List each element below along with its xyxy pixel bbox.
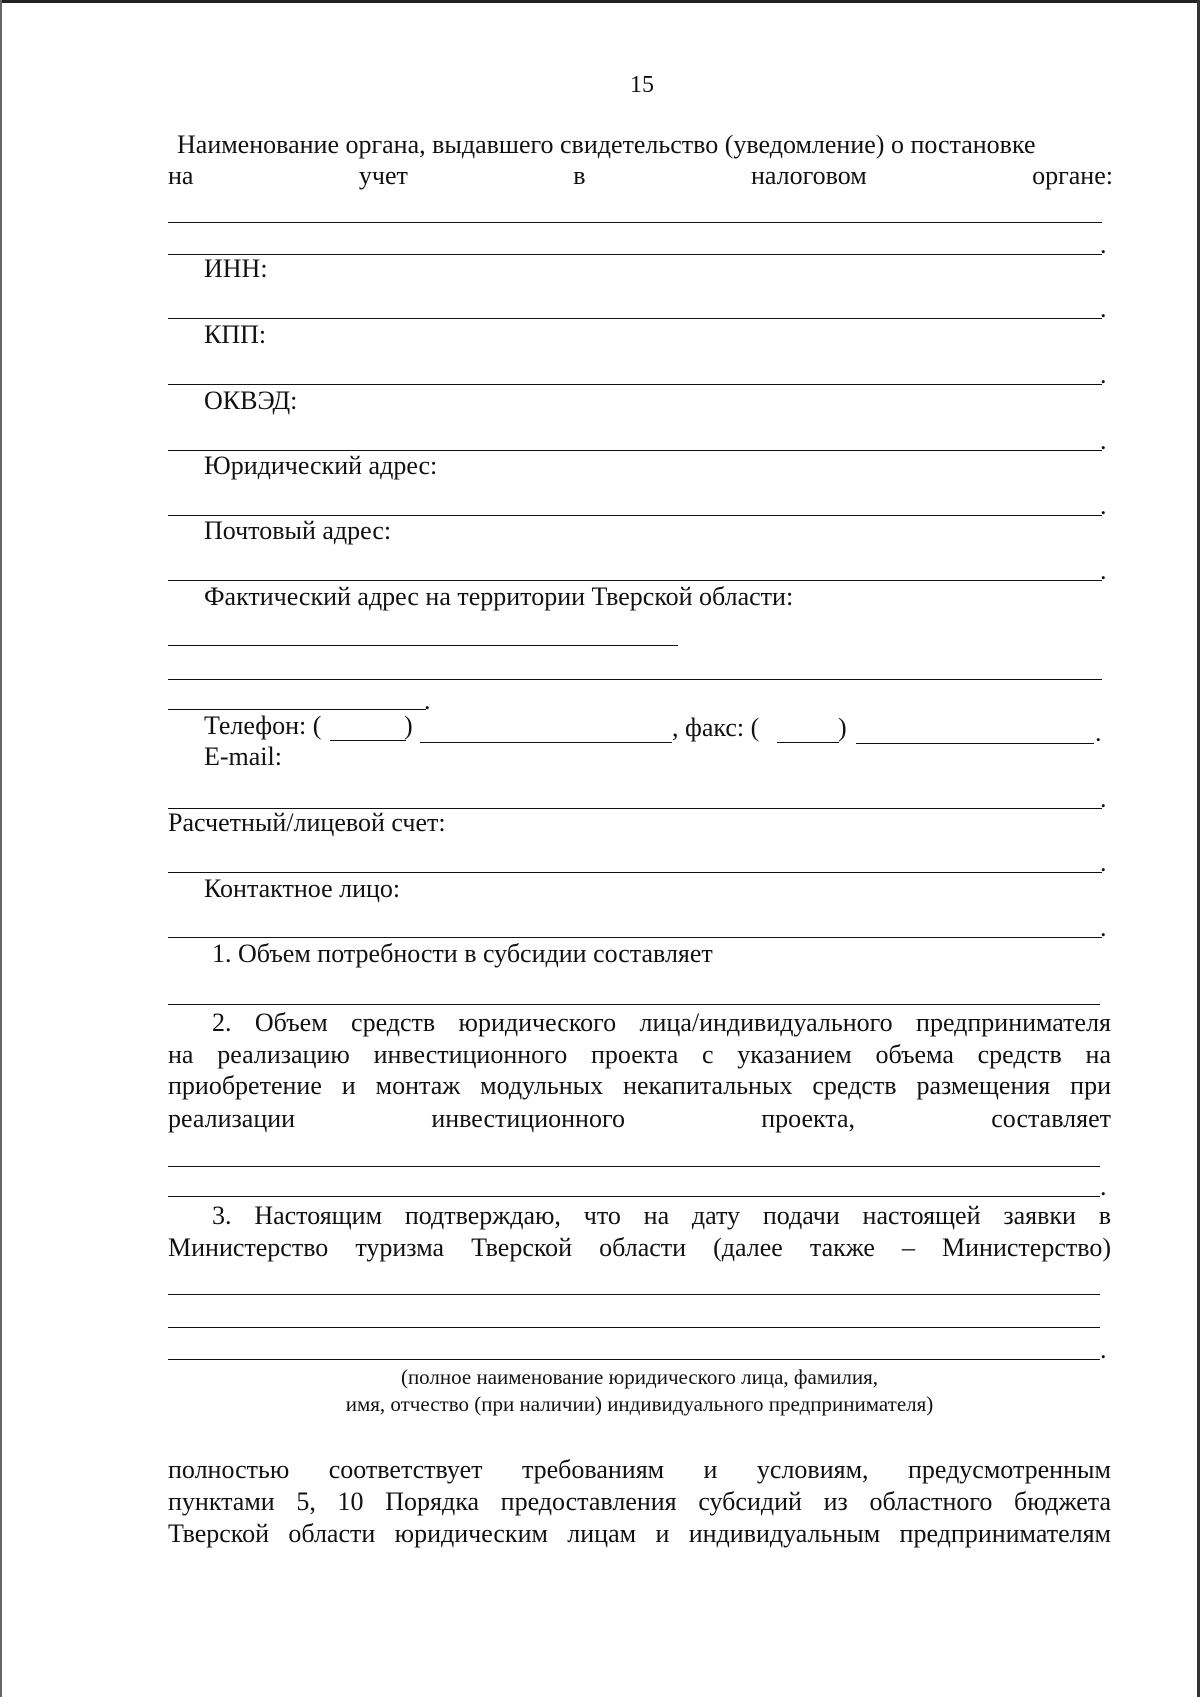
phone-code-blank[interactable] <box>330 740 406 741</box>
postal-address-label: Почтовый адрес: <box>204 516 392 545</box>
blank-caption <box>168 1364 1111 1418</box>
word: инвестиционного <box>431 1104 625 1133</box>
tax-authority-label-line1: Наименование органа, выдавшего свидетельство (уведомление) о постановке <box>177 130 1036 159</box>
phone-label: Телефон: ( <box>204 711 322 740</box>
actual-address-blank-3[interactable] <box>168 709 426 710</box>
item-2-blank-1[interactable] <box>168 1166 1100 1167</box>
word: требованиям <box>521 1455 665 1484</box>
item-3-line: 3. Настоящим подтверждаю, что на дату подачи настоящей заявки в <box>212 1201 1111 1230</box>
word: налоговом <box>750 161 867 190</box>
closing-paragraph <box>168 1486 1111 1549</box>
word: и <box>703 1455 718 1484</box>
scan-edge-top <box>0 0 1200 3</box>
caption-line-1: (полное наименование юридического лица, фамилия, <box>400 1365 879 1389</box>
period: . <box>1100 784 1107 813</box>
word: в <box>573 161 586 190</box>
kpp-blank[interactable] <box>168 384 1102 385</box>
phone-number-blank[interactable] <box>420 742 672 743</box>
item-3-paragraph <box>168 1200 1111 1263</box>
account-blank[interactable] <box>168 872 1102 873</box>
legal-address-label: Юридический адрес: <box>204 451 438 480</box>
inn-blank[interactable] <box>168 318 1102 319</box>
caption-line-2: имя, отчество (при наличии) индивидуального предпринимателя) <box>345 1392 934 1416</box>
contact-person-label: Контактное лицо: <box>204 874 401 903</box>
item-3-blank-3[interactable] <box>168 1359 1100 1360</box>
item-2-line: 2. Объем средств юридического лица/индивидуального предпринимателя <box>212 1008 1111 1037</box>
fax-number-blank[interactable] <box>856 743 1094 744</box>
period: . <box>1100 913 1107 942</box>
actual-address-label: Фактический адрес на территории Тверской области: <box>204 582 794 611</box>
period: . <box>424 686 431 715</box>
actual-address-blank-1[interactable] <box>168 645 678 646</box>
item-2-paragraph <box>168 1007 1111 1102</box>
closing-line: пунктами 5, 10 Порядка предоставления субсидий из областного бюджета <box>168 1487 1111 1516</box>
tax-authority-label-line2 <box>168 161 1113 191</box>
okved-label: ОКВЭД: <box>204 386 298 415</box>
period: . <box>1100 556 1107 585</box>
postal-address-blank[interactable] <box>168 580 1102 581</box>
fax-close-paren: ) <box>838 713 847 742</box>
period: . <box>1100 360 1107 389</box>
phone-close-paren: ) <box>404 711 413 740</box>
closing-line: Тверской области юридическим лицам и индивидуальным предпринимателям <box>168 1518 1111 1548</box>
period: . <box>1095 718 1102 747</box>
period: . <box>1100 1172 1107 1201</box>
item-2-line: приобретение и монтаж модульных некапитальных средств размещения при <box>168 1071 1111 1100</box>
kpp-label: КПП: <box>204 320 267 349</box>
period: . <box>1100 491 1107 520</box>
period: . <box>1100 426 1107 455</box>
word: составляет <box>991 1104 1111 1133</box>
period: . <box>1100 294 1107 323</box>
page-number: 15 <box>630 72 654 98</box>
email-label: E-mail: <box>204 742 282 771</box>
fax-code-blank[interactable] <box>777 742 839 743</box>
word: полностью <box>168 1455 290 1484</box>
item-2-last-line <box>168 1104 1111 1134</box>
word: реализации <box>168 1104 296 1133</box>
scan-edge-left <box>0 0 2 1697</box>
item-1-blank[interactable] <box>168 1004 1100 1005</box>
period: . <box>1100 230 1107 259</box>
contact-person-blank[interactable] <box>168 937 1102 938</box>
item-3-blank-1[interactable] <box>168 1294 1100 1295</box>
tax-authority-blank-2[interactable] <box>168 254 1102 255</box>
item-1-text: 1. Объем потребности в субсидии составляет <box>212 939 713 968</box>
word: соответствует <box>328 1455 483 1484</box>
closing-line-1 <box>168 1455 1111 1485</box>
word: учет <box>358 161 408 190</box>
account-label: Расчетный/лицевой счет: <box>168 808 446 837</box>
item-3-blank-2[interactable] <box>168 1327 1100 1328</box>
word: органе: <box>1032 161 1113 190</box>
word: на <box>168 161 194 190</box>
actual-address-blank-2[interactable] <box>168 679 1102 680</box>
fax-label: , факс: ( <box>672 713 760 742</box>
word: проекта, <box>761 1104 855 1133</box>
item-2-blank-2[interactable] <box>168 1196 1100 1197</box>
word: условиям, <box>756 1455 869 1484</box>
inn-label: ИНН: <box>204 254 268 283</box>
tax-authority-blank-1[interactable] <box>168 222 1102 223</box>
item-3-line: Министерство туризма Тверской области (далее также – Министерство) <box>168 1232 1111 1262</box>
item-2-line: на реализацию инвестиционного проекта с указанием объема средств на <box>168 1039 1111 1069</box>
word: предусмотренным <box>907 1455 1111 1484</box>
period: . <box>1100 1335 1107 1364</box>
period: . <box>1100 848 1107 877</box>
